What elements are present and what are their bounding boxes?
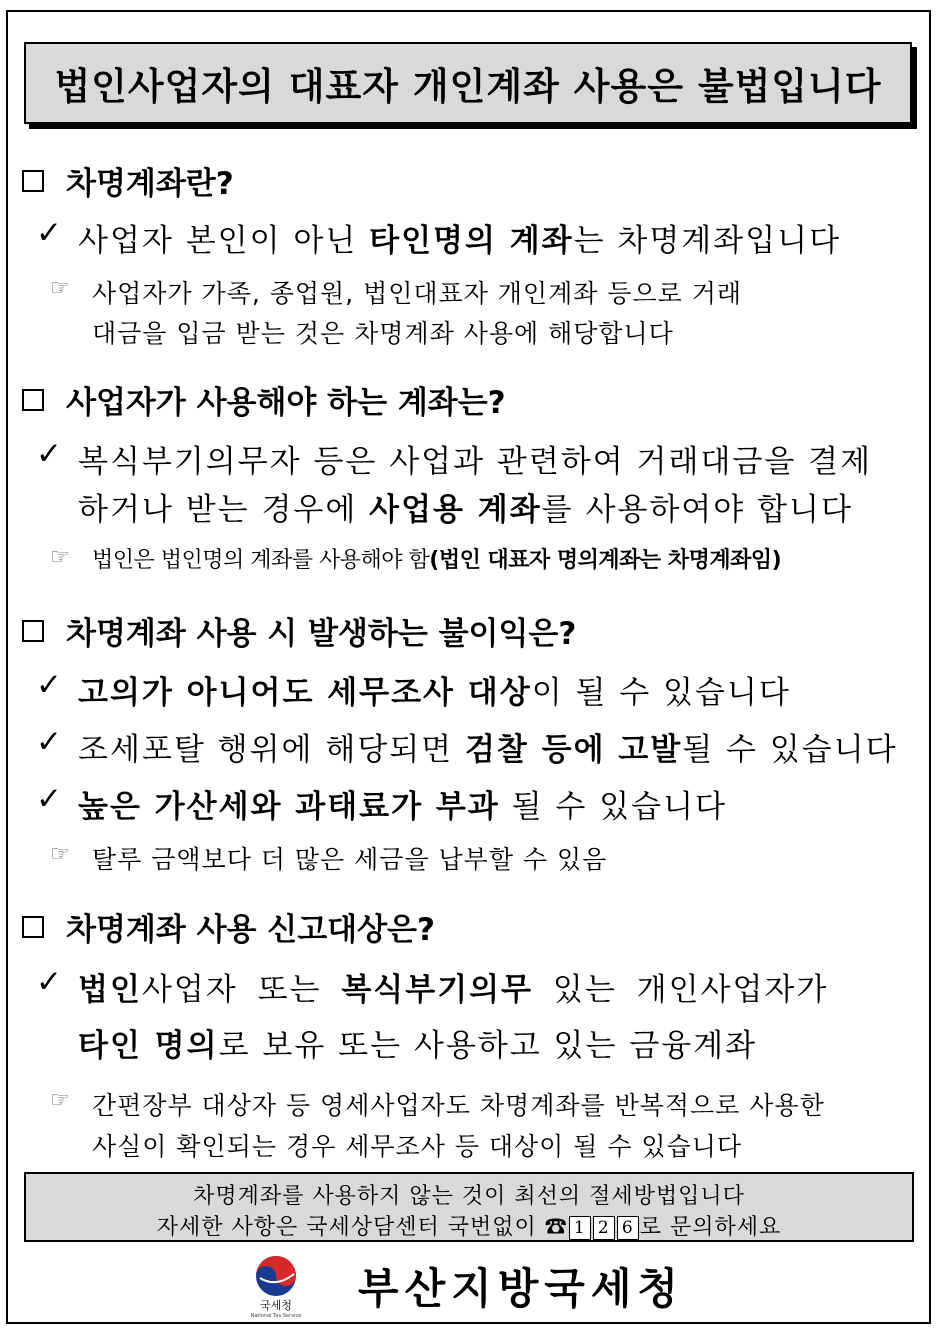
taegeuk-icon — [236, 1254, 316, 1318]
checkbox-square-icon — [22, 389, 44, 411]
checkmark-icon: ✓ — [36, 215, 64, 251]
checkbox-square-icon — [22, 916, 44, 938]
phone-digit: 1 — [569, 1216, 591, 1240]
phone-digit: 6 — [617, 1216, 639, 1240]
nts-logo — [236, 1254, 316, 1318]
section-heading-4: 차명계좌 사용 신고대상은? — [20, 904, 435, 949]
checkmark-icon: ✓ — [36, 781, 64, 817]
phone-icon: ☎ — [544, 1215, 568, 1240]
checkmark-icon: ✓ — [36, 436, 64, 472]
pointing-hand-icon: ☞ — [50, 842, 70, 867]
bottom-line-1: 차명계좌를 사용하지 않는 것이 최선의 절세방법입니다 — [193, 1184, 745, 1209]
checkmark-icon: ✓ — [36, 667, 64, 703]
checkmark-icon: ✓ — [36, 724, 64, 760]
pointing-hand-icon: ☞ — [50, 276, 70, 301]
check-continuation: 타인 명의로 보유 또는 사용하고 있는 금융계좌 — [78, 1028, 758, 1064]
logo-subtext: National Tax Service — [250, 1313, 302, 1318]
bottom-notice — [24, 1172, 914, 1242]
note-continuation: 대금을 입금 받는 것은 차명계좌 사용에 해당합니다 — [92, 319, 674, 348]
bottom-line-2: 자세한 사항은 국세상담센터 국번없이 ☎ 1 2 6 로 문의하세요 — [156, 1215, 782, 1240]
pointing-hand-icon: ☞ — [50, 1088, 70, 1113]
page-title: 법인사업자의 대표자 개인계좌 사용은 불법입니다 — [54, 65, 882, 108]
section-heading-2: 사업자가 사용해야 하는 계좌는? — [20, 377, 506, 422]
note-continuation: 사실이 확인되는 경우 세무조사 등 대상이 될 수 있습니다 — [92, 1132, 743, 1161]
section-heading-3: 차명계좌 사용 시 발생하는 불이익은? — [20, 608, 576, 653]
organization-name: 부산지방국세청 — [358, 1264, 685, 1313]
section-heading-1: 차명계좌란? — [20, 158, 234, 203]
phone-digit: 2 — [593, 1216, 615, 1240]
checkbox-square-icon — [22, 620, 44, 642]
logo-text: 국세청 — [260, 1299, 292, 1312]
pointing-hand-icon: ☞ — [50, 545, 70, 570]
checkbox-square-icon — [22, 170, 44, 192]
check-continuation: 하거나 받는 경우에 사업용 계좌를 사용하여야 합니다 — [78, 492, 853, 528]
title-banner — [24, 42, 912, 124]
checkmark-icon: ✓ — [36, 964, 64, 1000]
